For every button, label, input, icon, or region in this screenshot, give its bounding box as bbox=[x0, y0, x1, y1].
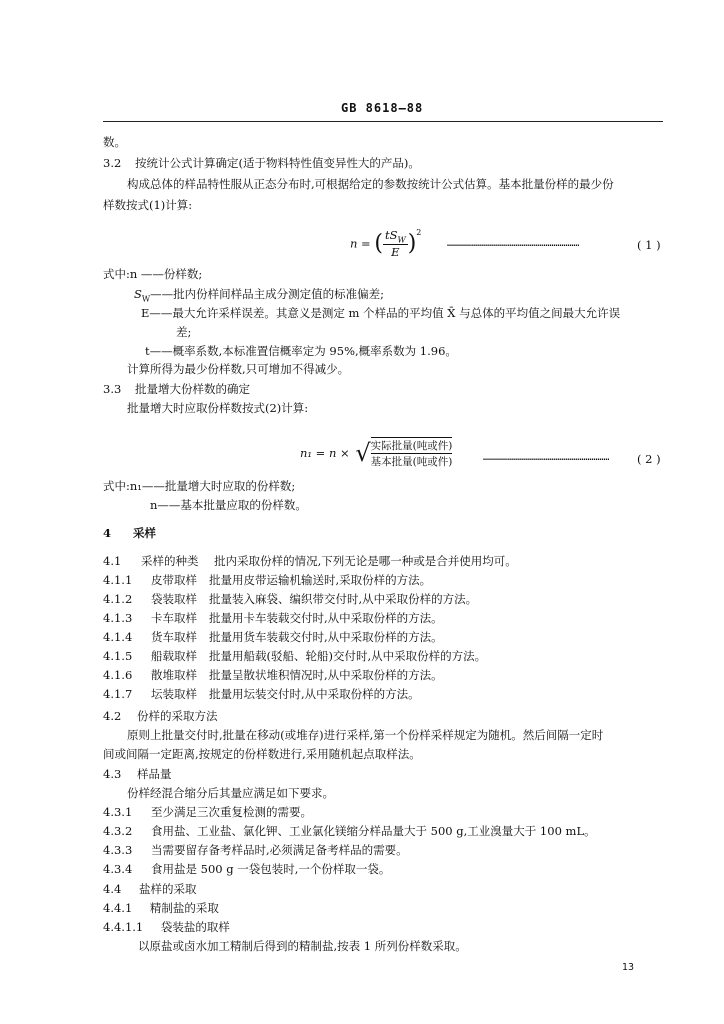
item-label: 散堆取样 bbox=[151, 668, 197, 682]
item-number: 4.1.7 bbox=[103, 687, 133, 701]
formula-denominator: E bbox=[391, 245, 400, 260]
where-line: 差; bbox=[176, 325, 192, 339]
section-number: 4.3 bbox=[103, 767, 122, 781]
item-number: 4.3.3 bbox=[103, 843, 133, 857]
item-text: 批量用船载(驳船、轮船)交付时,从中采取份样的方法。 bbox=[209, 649, 487, 663]
section-4-4-1-1 bbox=[103, 919, 230, 935]
section-label: 采样的种类 bbox=[140, 554, 199, 568]
section-title: 袋装盐的取样 bbox=[160, 920, 230, 934]
paragraph-line: 构成总体的样品特性服从正态分布时,可根据给定的参数按统计公式估算。基本批量份样的最少份 bbox=[127, 177, 614, 191]
section-title: 样品量 bbox=[136, 767, 172, 781]
document-header: GB 8618—88 bbox=[341, 101, 424, 115]
section-title: 盐样的采取 bbox=[138, 882, 197, 896]
paragraph-line: 份样经混合缩分后其量应满足如下要求。 bbox=[127, 786, 334, 800]
item-number: 4.1.1 bbox=[103, 573, 133, 587]
section-title: 按统计公式计算确定(适于物料特性值变异性大的产品)。 bbox=[134, 156, 420, 170]
list-item bbox=[103, 610, 486, 629]
item-number: 4.1.5 bbox=[103, 649, 133, 663]
section-number: 4.4.1.1 bbox=[103, 920, 144, 934]
list-item bbox=[103, 823, 596, 842]
where-line: t——概率系数,本标准置信概率定为 95%,概率系数为 1.96。 bbox=[145, 344, 457, 358]
item-label: 皮带取样 bbox=[151, 573, 197, 587]
list-item bbox=[103, 686, 486, 705]
list-item bbox=[103, 804, 596, 823]
item-text: 批量用卡车装载交付时,从中采取份样的方法。 bbox=[209, 611, 443, 625]
formula-2 bbox=[300, 437, 452, 473]
header-rule bbox=[103, 121, 663, 122]
subsection-list bbox=[103, 572, 486, 705]
formula-lhs: n = bbox=[350, 236, 371, 251]
list-item bbox=[103, 629, 486, 648]
item-number: 4.1.6 bbox=[103, 668, 133, 682]
formula-subscript: W bbox=[397, 235, 406, 245]
section-4-4-1 bbox=[103, 900, 219, 916]
formula-fraction bbox=[383, 228, 408, 259]
item-text: 至少满足三次重复检测的需要。 bbox=[151, 805, 312, 819]
symbol-definition: ——批内份样间样品主成分测定值的标准偏差; bbox=[150, 287, 384, 301]
paragraph-line: 间或间隔一定距离,按规定的份样数进行,采用随机起点取样法。 bbox=[103, 747, 421, 761]
item-text: 批量用皮带运输机输送时,采取份样的方法。 bbox=[209, 573, 432, 587]
item-number: 4.1.3 bbox=[103, 611, 133, 625]
item-text: 批量用货车装载交付时,从中采取份样的方法。 bbox=[209, 630, 443, 644]
item-label: 袋装取样 bbox=[151, 592, 197, 606]
list-item bbox=[103, 861, 596, 880]
item-text: 批量用坛装交付时,从中采取份样的方法。 bbox=[209, 687, 420, 701]
list-item bbox=[103, 572, 486, 591]
paragraph-line: 原则上批量交付时,批量在移动(或堆存)进行采样,第一个份样采样规定为随机。然后间隔一定时 bbox=[127, 728, 604, 742]
formula-leader: ……………………………………………………… bbox=[483, 452, 610, 463]
section-text: 批内采取份样的情况,下列无论是哪一种或是合并使用均可。 bbox=[214, 554, 517, 568]
paragraph-line: 样数按式(1)计算: bbox=[103, 198, 193, 212]
paragraph-line: 批量增大时应取份样数按式(2)计算: bbox=[127, 401, 309, 415]
section-number: 4.4 bbox=[103, 882, 122, 896]
item-number: 4.1.2 bbox=[103, 592, 133, 606]
paragraph-line: 以原盐或卤水加工精制后得到的精制盐,按表 1 所列份样数采取。 bbox=[138, 939, 467, 953]
item-label: 卡车取样 bbox=[151, 611, 197, 625]
where-line: 式中:n₁——批量增大时应取的份样数; bbox=[103, 479, 296, 493]
section-number: 3.2 bbox=[103, 156, 122, 170]
section-4 bbox=[103, 525, 156, 541]
formula-leader: ………………………………………………………… bbox=[447, 238, 580, 249]
formula-numerator: 实际批量(吨或件) bbox=[370, 440, 453, 452]
formula-lhs: n₁ = n × bbox=[300, 446, 350, 460]
formula-exponent: 2 bbox=[416, 228, 422, 237]
section-number: 4.2 bbox=[103, 709, 122, 723]
section-4-2 bbox=[103, 708, 217, 724]
section-title: 精制盐的采取 bbox=[149, 901, 219, 915]
section-title: 采样 bbox=[133, 526, 157, 540]
formula-numerator: tS bbox=[384, 228, 398, 242]
item-text: 批量呈散状堆积情况时,从中采取份样的方法。 bbox=[209, 668, 443, 682]
section-3-2 bbox=[103, 155, 420, 171]
item-number: 4.1.4 bbox=[103, 630, 133, 644]
section-4-4 bbox=[103, 881, 196, 897]
formula-denominator: 基本批量(吨或件) bbox=[370, 456, 453, 468]
item-number: 4.3.2 bbox=[103, 824, 133, 838]
section-number: 3.3 bbox=[103, 382, 122, 396]
item-text: 批量装入麻袋、编织带交付时,从中采取份样的方法。 bbox=[209, 592, 478, 606]
list-item bbox=[103, 591, 486, 610]
where-line: 式中:n ——份样数; bbox=[103, 267, 203, 281]
symbol-subscript: W bbox=[141, 294, 151, 304]
formula-radicand bbox=[371, 437, 453, 469]
where-line: E——最大允许采样误差。其意义是测定 m 个样品的平均值 X̄ 与总体的平均值之间最大允许误 bbox=[141, 306, 621, 320]
formula-1 bbox=[350, 228, 421, 262]
item-text: 食用盐、工业盐、氯化钾、工业氯化镁缩分样品量大于 500 g,工业溴量大于 100 mL。 bbox=[151, 824, 596, 838]
item-number: 4.3.4 bbox=[103, 862, 133, 876]
continuation-text: 数。 bbox=[103, 135, 126, 149]
section-3-3 bbox=[103, 381, 250, 397]
section-title: 份样的采取方法 bbox=[136, 709, 218, 723]
sqrt-sign: √ bbox=[355, 439, 371, 467]
section-4-3 bbox=[103, 766, 171, 782]
section-number: 4 bbox=[103, 526, 112, 540]
symbol: S bbox=[134, 287, 142, 301]
item-label: 货车取样 bbox=[151, 630, 197, 644]
where-line: n——基本批量应取的份样数。 bbox=[150, 498, 307, 512]
item-label: 船载取样 bbox=[151, 649, 197, 663]
list-item bbox=[103, 667, 486, 686]
formula-paren-open: ( bbox=[374, 231, 383, 257]
item-text: 食用盐是 500 g 一袋包装时,一个份样取一袋。 bbox=[151, 862, 391, 876]
list-item bbox=[103, 842, 596, 861]
item-label: 坛装取样 bbox=[151, 687, 197, 701]
section-4-1 bbox=[103, 553, 517, 569]
formula-label: ( 1 ) bbox=[637, 238, 661, 252]
item-number: 4.3.1 bbox=[103, 805, 133, 819]
paragraph-line: 计算所得为最少份样数,只可增加不得减少。 bbox=[127, 362, 350, 376]
section-title: 批量增大份样数的确定 bbox=[134, 382, 250, 396]
where-line bbox=[134, 286, 384, 303]
formula-paren-close: ) bbox=[407, 231, 417, 257]
list-item bbox=[103, 648, 486, 667]
formula-label: ( 2 ) bbox=[637, 452, 661, 466]
item-text: 当需要留存备考样品时,必须满足备考样品的需要。 bbox=[151, 843, 408, 857]
subsection-list bbox=[103, 804, 596, 880]
section-number: 4.1 bbox=[103, 554, 122, 568]
section-number: 4.4.1 bbox=[103, 901, 133, 915]
page-number: 13 bbox=[622, 962, 635, 973]
